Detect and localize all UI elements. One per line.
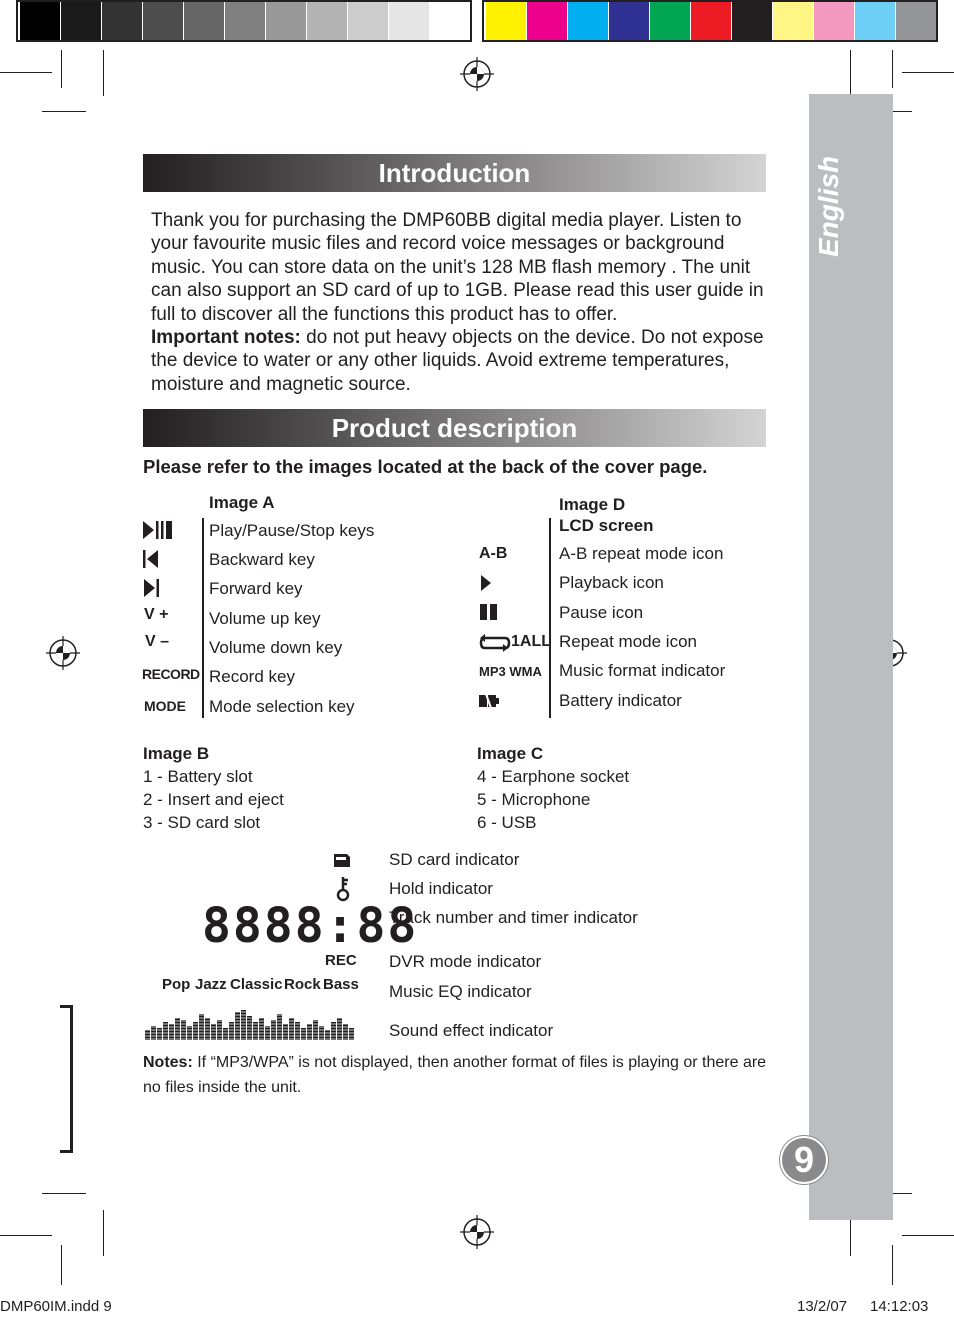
eq-bar — [241, 1010, 246, 1040]
notes — [143, 1050, 783, 1100]
lcd-indicator-label: Music EQ indicator — [389, 982, 532, 1001]
gray-swatch — [184, 2, 224, 40]
gray-swatch — [61, 2, 101, 40]
color-swatch — [527, 2, 567, 40]
lcd-indicator-label: SD card indicator — [389, 850, 520, 869]
image-d-item-label: Repeat mode icon — [559, 632, 697, 651]
footer-file: DMP60IM.indd 9 — [0, 1298, 112, 1315]
image-d-heading: Image D — [559, 495, 626, 514]
eq-bar — [211, 1024, 216, 1040]
gray-swatch — [102, 2, 142, 40]
repeat-icon — [479, 634, 511, 652]
color-swatch — [773, 2, 813, 40]
eq-mode-label: Bass — [323, 976, 359, 993]
image-d-item-label: A-B repeat mode icon — [559, 544, 724, 563]
footer-date: 13/2/07 — [797, 1298, 848, 1315]
color-swatch — [896, 2, 936, 40]
image-a-item-label: Volume up key — [209, 609, 321, 628]
play-pause-stop-icon — [143, 520, 173, 540]
eq-bar — [331, 1022, 336, 1040]
sd-card-icon — [333, 853, 351, 868]
eq-bar — [193, 1022, 198, 1040]
eq-bar — [325, 1030, 330, 1040]
eq-bar — [307, 1024, 312, 1040]
registration-mark-icon — [46, 636, 80, 670]
side-bracket-mark — [60, 1005, 73, 1153]
mode-symbol: MODE — [144, 698, 186, 714]
gray-swatch — [307, 2, 347, 40]
image-c-item: 4 - Earphone socket — [477, 767, 630, 786]
lcd-indicator-label: DVR mode indicator — [389, 952, 542, 971]
eq-mode-label: Pop — [162, 976, 191, 993]
image-c-heading: Image C — [477, 744, 544, 763]
music-format-symbol: MP3 WMA — [479, 664, 542, 679]
image-d-item-label: Playback icon — [559, 573, 664, 592]
image-d-item-label: Music format indicator — [559, 661, 726, 680]
image-d-item-label: Battery indicator — [559, 691, 682, 710]
image-a-item-label: Record key — [209, 667, 295, 686]
language-side-tab — [809, 94, 893, 1220]
image-b-item: 1 - Battery slot — [143, 767, 253, 786]
introduction-text — [151, 209, 781, 396]
lcd-indicator-label: Hold indicator — [389, 879, 493, 898]
image-b-heading: Image B — [143, 744, 210, 763]
registration-mark-icon — [460, 57, 494, 91]
product-description-banner: Product description — [143, 409, 766, 447]
image-d-divider — [549, 518, 551, 718]
eq-bar — [343, 1024, 348, 1040]
sound-effect-bars-icon — [145, 1002, 355, 1040]
eq-bar — [295, 1022, 300, 1040]
footer-time: 14:12:03 — [870, 1298, 929, 1315]
color-swatch — [732, 2, 772, 40]
important-notes-text: do not put heavy objects on the device. Do not expose the device to water or any other liquids. Avoid extreme temperatures, moisture and magnetic source. — [151, 327, 764, 395]
image-b-item: 3 - SD card slot — [143, 813, 261, 832]
eq-bar — [163, 1022, 168, 1040]
lcd-indicator-label: Track number and timer indicator — [389, 908, 638, 927]
forward-icon — [143, 578, 161, 598]
gray-swatch — [266, 2, 306, 40]
image-a-item-label: Play/Pause/Stop keys — [209, 521, 375, 540]
gray-swatch — [143, 2, 183, 40]
image-a-divider — [202, 518, 204, 718]
image-a-item-label: Backward key — [209, 550, 315, 569]
color-swatch — [609, 2, 649, 40]
pause-icon — [479, 603, 499, 621]
repeat-all-symbol: 1ALL — [511, 633, 551, 650]
page-number: 9 — [780, 1136, 828, 1184]
gray-swatch — [430, 2, 470, 40]
eq-bar — [169, 1024, 174, 1040]
volume-down-symbol: V – — [145, 633, 170, 650]
playback-icon — [480, 573, 492, 593]
eq-mode-label: Rock — [284, 976, 321, 993]
image-c-item: 6 - USB — [477, 813, 537, 832]
lcd-digits: 8888:88 — [202, 898, 419, 954]
image-a-item-label: Mode selection key — [209, 697, 355, 716]
notes-text: If “MP3/WPA” is not displayed, then another format of files is playing or there are no files inside the unit. — [143, 1054, 767, 1096]
introduction-body: Thank you for purchasing the DMP60BB digital media player. Listen to your favourite music files and record voice messages or background music. You can store data on the unit’s 128 MB flash memory . The unit can also support an SD card of up to 1GB. Please read this user guide in full to discover all the functions this product has to offer. — [151, 210, 764, 325]
image-d-item-label: Pause icon — [559, 603, 644, 622]
eq-bar — [247, 1016, 252, 1040]
ab-repeat-symbol: A-B — [479, 545, 508, 562]
volume-up-symbol: V + — [144, 606, 169, 623]
gray-swatch — [348, 2, 388, 40]
color-swatch — [486, 2, 526, 40]
backward-icon — [143, 549, 161, 569]
notes-label: Notes: — [143, 1054, 193, 1071]
image-c-item: 5 - Microphone — [477, 790, 591, 809]
image-a-item-label: Volume down key — [209, 638, 343, 657]
lcd-indicator-label: Sound effect indicator — [389, 1021, 554, 1040]
color-swatch — [568, 2, 608, 40]
battery-icon — [479, 693, 501, 709]
gray-swatch — [225, 2, 265, 40]
gray-swatch — [20, 2, 60, 40]
refer-text: Please refer to the images located at the back of the cover page. — [143, 456, 708, 477]
eq-bar — [145, 1030, 150, 1040]
registration-mark-icon — [460, 1215, 494, 1249]
image-d-subheading: LCD screen — [559, 516, 654, 535]
image-a-item-label: Forward key — [209, 579, 303, 598]
language-label: English — [813, 155, 844, 257]
color-swatch — [691, 2, 731, 40]
eq-bar — [229, 1022, 234, 1040]
color-swatch — [814, 2, 854, 40]
eq-mode-label: Classic — [230, 976, 283, 993]
rec-label: REC — [325, 952, 357, 969]
color-swatch — [855, 2, 895, 40]
image-b-item: 2 - Insert and eject — [143, 790, 284, 809]
important-notes-label: Important notes: — [151, 327, 301, 349]
gray-swatch — [389, 2, 429, 40]
eq-bar — [253, 1022, 258, 1040]
color-swatch — [650, 2, 690, 40]
eq-bar — [283, 1024, 288, 1040]
introduction-banner: Introduction — [143, 154, 766, 192]
record-symbol: RECORD — [142, 666, 200, 682]
eq-mode-label: Jazz — [195, 976, 227, 993]
image-a-heading: Image A — [209, 493, 275, 512]
